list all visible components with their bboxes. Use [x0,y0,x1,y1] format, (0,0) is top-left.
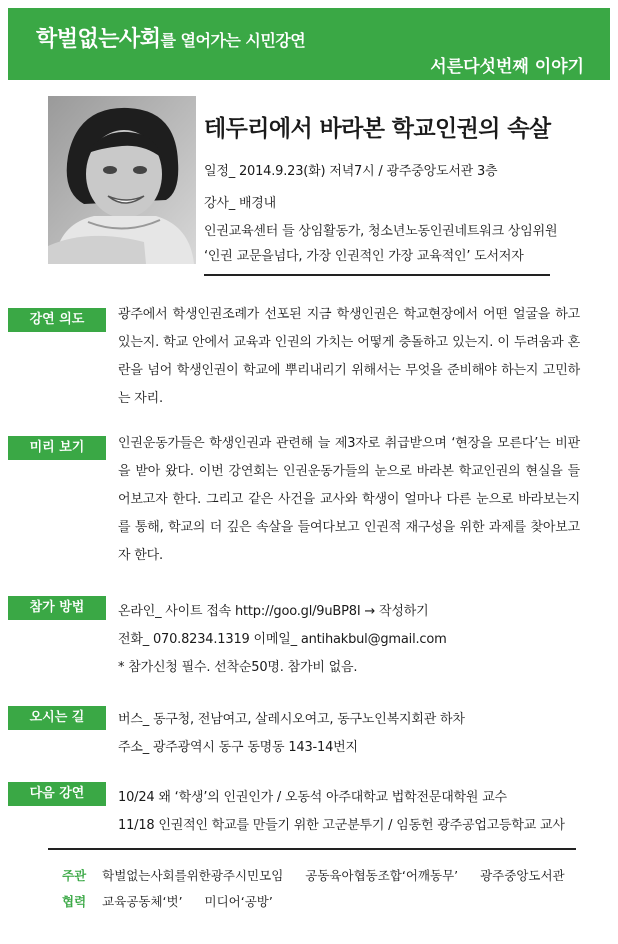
footer-hosts [62,866,583,884]
next-lecture-2: 11/18 인권적인 학교를 만들기 위한 고군분투기 / 임동헌 광주공업고등학교 교사 [118,818,565,833]
lecture-schedule: 일정_ 2014.9.23(화) 저녁7시 / 광주중앙도서관 3층 [204,164,498,179]
join-online: 온라인_ 사이트 접속 http://goo.gl/9uBP8I → 작성하기 [118,604,429,619]
section-label-next: 다음 강연 [8,782,106,806]
footer-partners [62,892,291,910]
episode-label: 서른다섯번째 이야기 [430,57,584,77]
series-name: 학벌없는사회 [36,27,161,52]
host-label: 주관 [62,868,87,883]
directions-address: 주소_ 광주광역시 동구 동명동 143-14번지 [118,740,358,755]
speaker-bio-line-1: 인권교육센터 들 상임활동가, 청소년노동인권네트워크 상임위원 [204,224,558,239]
partner-org: 교육공동체‘벗’ [102,894,183,909]
section-label-join: 참가 방법 [8,596,106,620]
join-note: * 참가신청 필수. 선착순50명. 참가비 없음. [118,660,358,675]
header-divider [204,274,550,276]
speaker-photo [48,96,196,264]
partner-org: 미디어‘공방’ [204,894,273,909]
speaker-bio-line-2: ‘인권 교문을넘다, 가장 인권적인 가장 교육적인’ 도서저자 [204,249,524,264]
series-suffix: 를 열어가는 시민강연 [160,31,306,50]
join-contact: 전화_ 070.8234.1319 이메일_ antihakbul@gmail.com [118,632,447,647]
section-label-intent: 강연 의도 [8,308,106,332]
header-banner [8,8,610,80]
banner-title [36,22,305,53]
section-label-directions: 오시는 길 [8,706,106,730]
host-org: 광주중앙도서관 [480,868,565,883]
partner-label: 협력 [62,894,87,909]
host-org: 학벌없는사회를위한광주시민모임 [102,868,284,883]
section-label-preview: 미리 보기 [8,436,106,460]
next-lecture-1: 10/24 왜 ‘학생’의 인권인가 / 오동석 아주대학교 법학전문대학원 교수 [118,790,507,805]
directions-bus: 버스_ 동구청, 전남여고, 살레시오여고, 동구노인복지회관 하차 [118,712,465,727]
lecture-title: 테두리에서 바라본 학교인권의 속살 [204,116,551,142]
host-org: 공동육아협동조합‘어깨동무’ [305,868,459,883]
footer-divider [48,848,576,850]
intent-text: 광주에서 학생인권조례가 선포된 지금 학생인권은 학교현장에서 어떤 얼굴을 하고 있는지. 학교 안에서 교육과 인권의 가치는 어떻게 충돌하고 있는지. 이 두려움과 혼란을 넘어 학생인권이 학교에 뿌리내리기 위해서는 무엇을 준비해야 하는지 고민하는 자리. [118,307,580,406]
preview-text: 인권운동가들은 학생인권과 관련해 늘 제3자로 취급받으며 ‘현장을 모른다’는 비판을 받아 왔다. 이번 강연회는 인권운동가들의 눈으로 바라본 학교인권의 현실을 들어보고자 한다. 그리고 같은 사건을 교사와 학생이 얼마나 다른 눈으로 바라보는지를 통해, 학교의 더 깊은 속살을 들여다보고 인권적 재구성을 위한 과제를 찾아보고자 한다. [118,436,580,563]
speaker-name: 강사_ 배경내 [204,196,277,211]
